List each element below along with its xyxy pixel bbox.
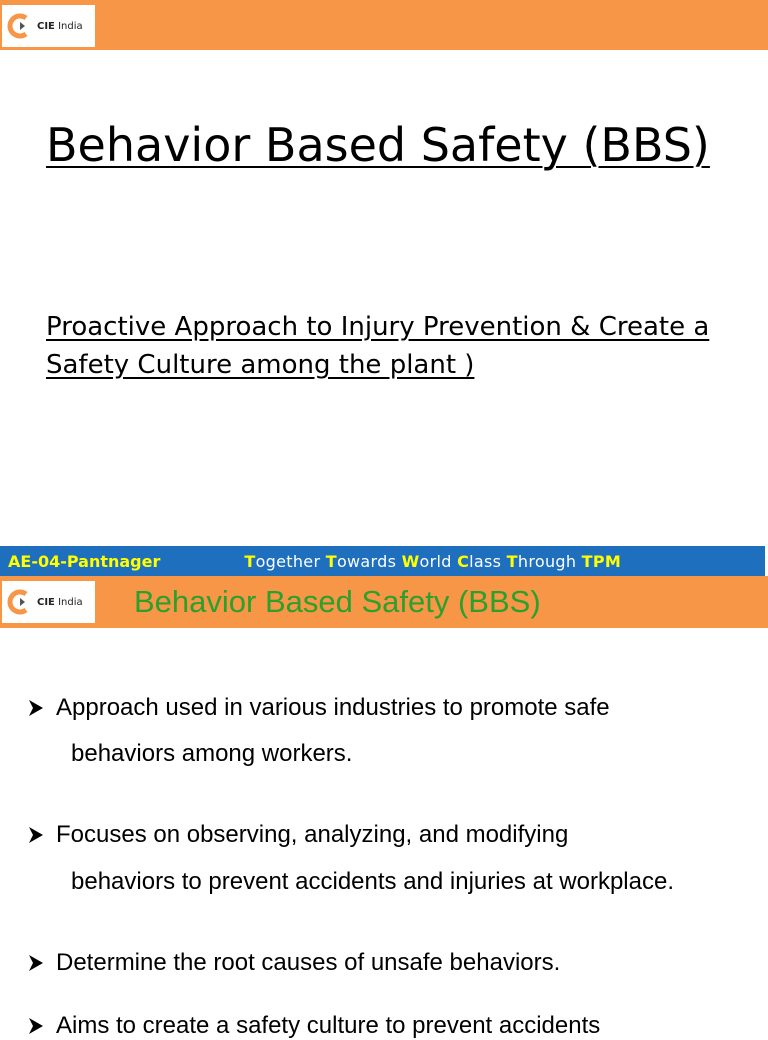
cie-logo-icon — [7, 13, 33, 39]
footer-slogan: Together Towards World Class Through TPM — [244, 551, 622, 571]
bullet-item — [26, 1012, 600, 1040]
bullet-item — [26, 694, 610, 722]
footer-bar — [0, 546, 765, 576]
bullet-continuation: behaviors to prevent accidents and injuries at workplace. — [71, 868, 674, 895]
cie-logo-icon — [7, 589, 33, 615]
bullet-item — [26, 949, 560, 977]
cie-india-logo — [2, 5, 95, 47]
slide-title: Behavior Based Safety (BBS) — [46, 118, 710, 172]
bullet-continuation: behaviors among workers. — [71, 740, 353, 767]
arrow-bullet-icon — [26, 1016, 46, 1036]
header-bar — [0, 576, 768, 628]
slide-subtitle: Proactive Approach to Injury Prevention & Create a Safety Culture among the plant ) — [46, 312, 710, 380]
arrow-bullet-icon — [26, 825, 46, 845]
bullet-text: Approach used in various industries to promote safe — [56, 694, 610, 721]
bullet-text: Aims to create a safety culture to prevent accidents — [56, 1012, 601, 1039]
logo-text: CIE India — [37, 596, 83, 608]
slide-2 — [0, 576, 768, 1039]
slide-title: Behavior Based Safety (BBS) — [134, 584, 541, 619]
cie-india-logo — [2, 581, 95, 623]
bullet-text: Focuses on observing, analyzing, and modifying — [56, 821, 569, 848]
plant-code: AE-04-Pantnager — [8, 551, 161, 571]
arrow-bullet-icon — [26, 953, 46, 973]
bullet-text: Determine the root causes of unsafe behaviors. — [56, 949, 561, 976]
arrow-bullet-icon — [26, 698, 46, 718]
bullet-item — [26, 821, 568, 849]
header-bar — [0, 0, 768, 50]
logo-text: CIE India — [37, 20, 83, 32]
